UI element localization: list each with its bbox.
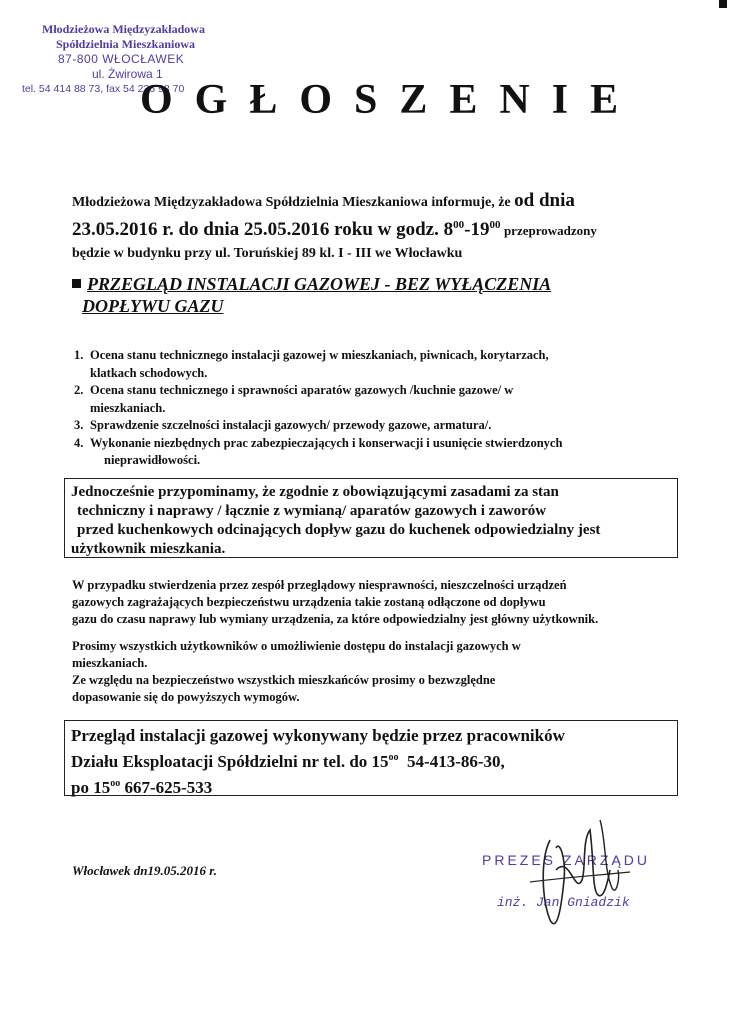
intro-paragraph (72, 190, 672, 265)
contact-sup-1: oo (388, 752, 399, 763)
para2-line-2: mieszkaniach. (72, 656, 148, 670)
contact-sup-2: oo (110, 778, 121, 789)
list-item-text: Ocena stanu technicznego instalacji gazowej w mieszkaniach, piwnicach, korytarzach, (90, 348, 549, 362)
contact-line-1: Przegląd instalacji gazowej wykonywany będzie przez pracowników (71, 726, 565, 745)
stamp-line-5: tel. 54 414 88 73, fax 54 236 98 70 (22, 83, 185, 95)
list-item-text: Sprawdzenie szczelności instalacji gazowych/ przewody gazowe, armatura/. (90, 418, 492, 432)
list-item-text: Ocena stanu technicznego i sprawności aparatów gazowych /kuchnie gazowe/ w (90, 383, 514, 397)
reminder-line-4: użytkownik mieszkania. (71, 541, 226, 557)
reminder-line-1: Jednocześnie przypominamy, że zgodnie z obowiązującymi zasadami za stan (71, 484, 559, 500)
list-item (74, 382, 674, 417)
contact-line-3: po 15 (71, 778, 111, 797)
intro-przeprowadzony: przeprowadzony (503, 223, 597, 238)
contact-phone-2: 667-625-533 (120, 778, 213, 797)
hour-start-sup: 00 (453, 219, 465, 231)
heading-line-1: PRZEGLĄD INSTALACJI GAZOWEJ - BEZ WYŁĄCZENIA (87, 274, 552, 294)
stamp-line-2: Spółdzielnia Mieszkaniowa (56, 37, 196, 51)
stamp-line-3: 87-800 WŁOCŁAWEK (58, 52, 185, 66)
list-item-text: Wykonanie niezbędnych prac zabezpieczających i konserwacji i usunięcie stwierdzonych (90, 435, 563, 450)
bullet-icon (72, 279, 81, 288)
board-president-title: PREZES ZARZĄDU (482, 852, 651, 868)
list-item-number: 3. (74, 418, 84, 432)
inspection-heading (72, 273, 672, 317)
malfunction-paragraph (72, 577, 682, 628)
reminder-line-2: techniczny i naprawy / łącznie z wymianą/ aparatów gazowych i zaworów (77, 503, 547, 519)
para2-line-4: dopasowanie się do powyższych wymogów. (72, 690, 300, 704)
board-president-name: inż. Jan Gniadzik (497, 895, 630, 910)
access-request-paragraph (72, 638, 682, 706)
corner-mark (719, 0, 727, 8)
para1-line-3: gazu do czasu naprawy lub wymiany urządzenia, za które odpowiedzialny jest główny użytkownik. (72, 612, 599, 626)
contact-phone-1: 54-413-86-30, (398, 752, 505, 771)
list-item (74, 347, 674, 382)
hour-end-sup: 00 (489, 219, 501, 231)
para2-line-3: Ze względu na bezpieczeństwo wszystkich mieszkańców prosimy o bezwzględne (72, 673, 496, 687)
contact-line-2: Działu Eksploatacji Spółdzielni nr tel. do 15 (71, 752, 389, 771)
list-item (74, 435, 674, 470)
intro-dates: 23.05.2016 r. do dnia 25.05.2016 roku w godz. 8 (72, 219, 454, 240)
heading-line-2: DOPŁYWU GAZU (82, 296, 224, 316)
stamp-line-1: Młodzieżowa Międzyzakładowa (42, 22, 205, 36)
inspection-scope-list (74, 347, 674, 470)
list-item (74, 417, 674, 435)
para1-line-1: W przypadku stwierdzenia przez zespół przeglądowy niesprawności, nieszczelności urządzeń (72, 578, 567, 592)
list-item-number: 1. (74, 348, 84, 362)
page-title: OGŁOSZENIE (140, 77, 641, 123)
list-item-number: 4. (74, 435, 84, 450)
handwritten-signature (520, 800, 640, 940)
list-item-continuation: nieprawidłowości. (104, 453, 201, 467)
intro-od-dnia: od dnia (514, 190, 575, 211)
contact-box (64, 720, 678, 796)
list-item-continuation: mieszkaniach. (90, 400, 166, 415)
intro-location: będzie w budynku przy ul. Toruńskiej 89 kl. I - III we Włocławku (72, 246, 463, 261)
list-item-number: 2. (74, 383, 84, 397)
intro-dash: -19 (464, 219, 490, 240)
reminder-box (64, 478, 678, 558)
para2-line-1: Prosimy wszystkich użytkowników o umożliwienie dostępu do instalacji gazowych w (72, 639, 521, 653)
para1-line-2: gazowych zagrażających bezpieczeństwu urządzenia takie zostaną odłączone od dopływu (72, 595, 546, 609)
document-date: Włocławek dn19.05.2016 r. (72, 863, 217, 878)
intro-text: Młodzieżowa Międzyzakładowa Spółdzielnia Mieszkaniowa informuje, że (72, 195, 511, 210)
list-item-continuation: klatkach schodowych. (90, 365, 208, 380)
reminder-line-3: przed kuchenkowych odcinających dopływ gazu do kuchenek odpowiedzialny jest (77, 522, 601, 538)
stamp-line-4: ul. Żwirowa 1 (92, 67, 163, 81)
